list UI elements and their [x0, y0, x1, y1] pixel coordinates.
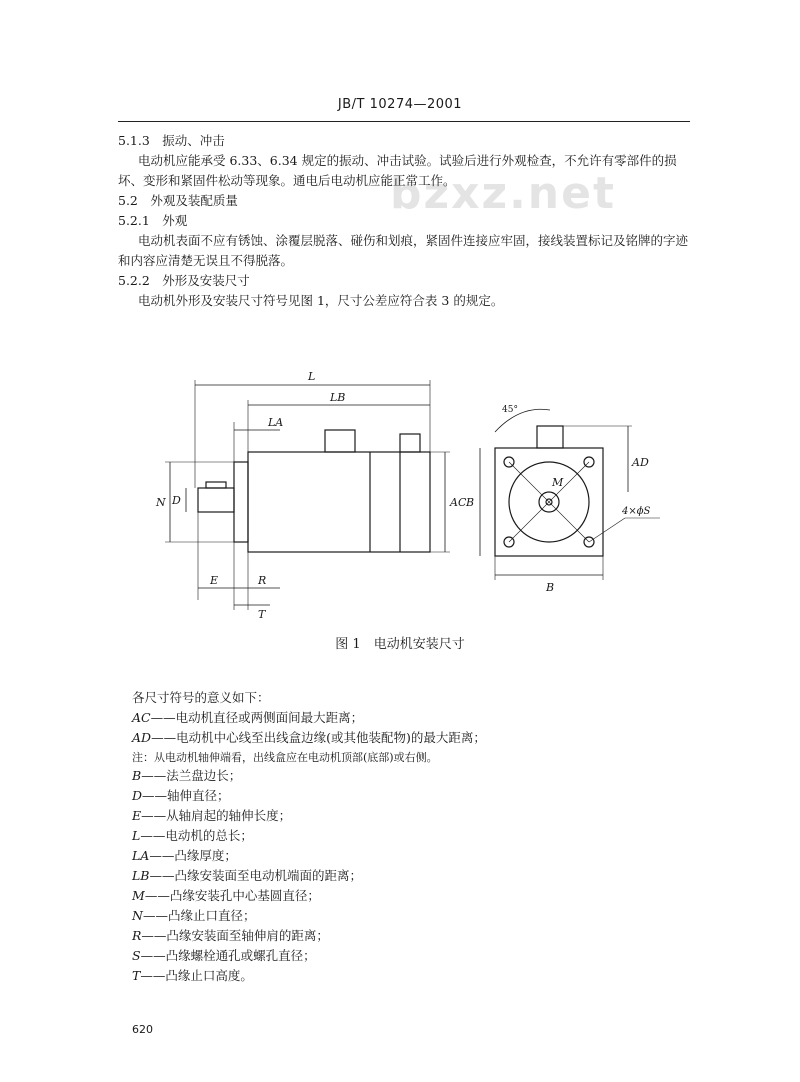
definition-text: ——轴伸直径； [142, 788, 230, 803]
motor-body [248, 452, 430, 552]
definition-item [132, 806, 291, 826]
definition-item [132, 866, 362, 886]
figure-caption: 图 1 电动机安装尺寸 [335, 637, 465, 652]
definition-symbol: AC [132, 710, 151, 725]
label-LA: LA [268, 416, 284, 429]
definition-symbol: R [132, 928, 142, 943]
definition-symbol: T [132, 968, 141, 983]
label-B-front: B [546, 581, 555, 594]
label-M: M [552, 476, 564, 489]
section-5-2-heading: 5.2 外观及装配质量 [118, 193, 238, 208]
definition-symbol: S [132, 948, 141, 963]
definition-text: ——凸缘安装孔中心基圆直径； [144, 888, 320, 903]
definition-text: ——电动机的总长； [140, 828, 253, 843]
definition-text: ——凸缘螺栓通孔或螺孔直径； [140, 948, 316, 963]
shaft [198, 488, 234, 512]
label-AC: AC [450, 496, 467, 509]
definition-item [132, 886, 320, 906]
section-5-1-3-heading: 5.1.3 振动、冲击 [118, 133, 225, 148]
flange [234, 462, 248, 542]
definition-item [132, 766, 241, 786]
definition-symbol: B [132, 768, 142, 783]
definition-symbol: AD [132, 730, 152, 745]
label-E: E [210, 574, 219, 587]
definition-text: ——法兰盘边长； [141, 768, 242, 783]
definition-item [132, 906, 255, 926]
definition-symbol: D [132, 788, 143, 803]
definition-item [132, 728, 486, 748]
label-R: R [258, 574, 267, 587]
page-number: 620 [132, 1023, 153, 1036]
definition-symbol: M [132, 888, 145, 903]
label-LB: LB [330, 391, 346, 404]
definition-symbol: E [132, 808, 142, 823]
connector-box-1 [325, 430, 355, 452]
definition-text: ——凸缘止口直径； [142, 908, 256, 923]
definition-item [132, 966, 253, 986]
motor-dimension-drawing [150, 360, 670, 620]
definition-symbol: L [132, 828, 141, 843]
definition-item [132, 708, 363, 728]
definition-item [132, 826, 253, 846]
section-5-2-2-paragraph: 电动机外形及安装尺寸符号见图 1，尺寸公差应符合表 3 的规定。 [138, 293, 504, 308]
header-rule [118, 121, 690, 122]
definitions-intro: 各尺寸符号的意义如下： [132, 690, 270, 705]
definition-text: ——凸缘厚度； [149, 848, 237, 863]
section-5-1-3-paragraph: 电动机应能承受 6.33、6.34 规定的振动、冲击试验。试验后进行外观检查，不允许有零部件的损 [138, 153, 677, 168]
label-L: L [308, 370, 316, 383]
definition-text: ——凸缘安装面至轴伸肩的距离； [141, 928, 329, 943]
definition-item [132, 846, 237, 866]
front-connector-box [537, 426, 563, 448]
section-5-2-2-heading: 5.2.2 外形及安装尺寸 [118, 273, 250, 288]
definition-text: ——凸缘安装面至电动机端面的距离； [149, 868, 363, 883]
connector-box-2 [400, 434, 420, 452]
definition-symbol: LB [132, 868, 150, 883]
definition-item [132, 926, 329, 946]
section-5-2-1-paragraph: 电动机表面不应有锈蚀、涂覆层脱落、碰伤和划痕，紧固件连接应牢固，接线装置标记及铭牌的字迹 [138, 233, 689, 248]
label-B-side: B [466, 496, 475, 509]
label-T: T [258, 608, 266, 620]
definition-item [132, 946, 316, 966]
definition-text: 注：从电动机轴伸端看，出线盒应在电动机顶部(底部)或右侧。 [132, 751, 438, 764]
section-5-1-3-paragraph-cont: 坏、变形和紧固件松动等现象。通电后电动机应能正常工作。 [118, 173, 456, 188]
definition-text: ——电动机中心线至出线盒边缘(或其他装配物)的最大距离； [151, 730, 486, 745]
definition-item [132, 786, 230, 806]
section-5-2-1-heading: 5.2.1 外观 [118, 213, 188, 228]
label-N: N [156, 496, 166, 509]
label-hole: 4×ϕS [622, 506, 651, 517]
definition-text: ——从轴肩起的轴伸长度； [141, 808, 292, 823]
watermark: bzxz.net [390, 168, 617, 219]
definition-note [132, 748, 438, 768]
definition-symbol: N [132, 908, 143, 923]
label-45-degrees: 45° [502, 405, 518, 415]
standard-header: JB/T 10274—2001 [337, 97, 463, 112]
label-D: D [172, 494, 181, 507]
definition-text: ——电动机直径或两侧面间最大距离； [150, 710, 364, 725]
label-AD: AD [632, 456, 649, 469]
definition-text: ——凸缘止口高度。 [140, 968, 253, 983]
definition-symbol: LA [132, 848, 150, 863]
section-5-2-1-paragraph-cont: 和内容应清楚无误且不得脱落。 [118, 253, 294, 268]
